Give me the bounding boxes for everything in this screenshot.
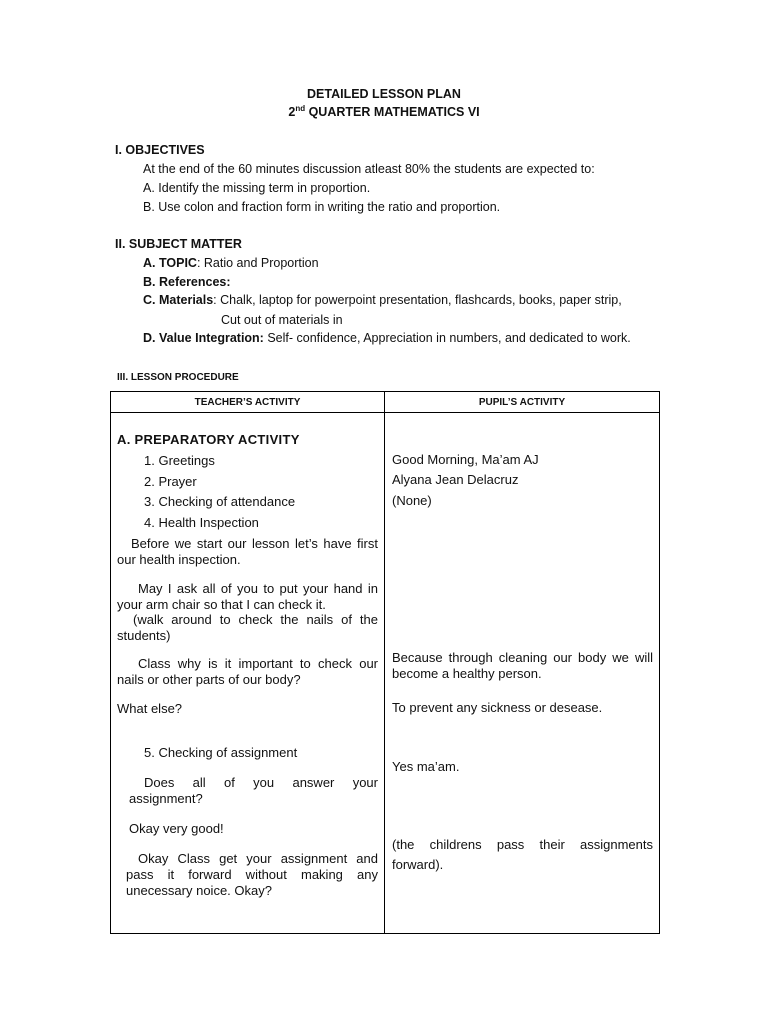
step-checking-assignment: 5. Checking of assignment [144,745,298,760]
document-subtitle: 2nd QUARTER MATHEMATICS VI [288,103,480,119]
teacher-paragraph-8: Okay Class get your assignment and pass it forward without making any unecessary noice. Okay? [126,851,378,898]
pupil-response-3: (None) [392,493,432,508]
pupil-activity-header: PUPIL’S ACTIVITY [385,392,660,413]
materials-line: C. Materials: Chalk, laptop for powerpoint presentation, flashcards, books, paper strip, [143,293,622,307]
teacher-paragraph-4: Class why is it important to check our nails or other parts of our body? [117,656,378,687]
pupil-response-5: To prevent any sickness or desease. [392,700,603,715]
references-line: B. References: [143,275,231,289]
teacher-activity-header: TEACHER’S ACTIVITY [111,392,385,413]
teacher-paragraph-5: What else? [117,701,183,716]
objectives-intro: At the end of the 60 minutes discussion atleast 80% the students are expected to: [143,162,595,176]
pupil-response-7: (the childrens pass their assignments forward). [392,837,653,872]
step-health-inspection: 4. Health Inspection [144,515,259,530]
teacher-paragraph-6: Does all of you answer your assignment? [129,775,378,806]
objectives-heading: I. OBJECTIVES [115,143,205,157]
objective-item-b: B. Use colon and fraction form in writing the ratio and proportion. [143,200,501,214]
pupil-response-6: Yes ma’am. [392,759,460,774]
pupil-response-2: Alyana Jean Delacruz [392,472,519,487]
teacher-paragraph-7: Okay very good! [129,821,224,836]
objective-item-a: A. Identify the missing term in proportion. [143,181,371,195]
table-body-row [111,413,660,934]
subject-matter-heading: II. SUBJECT MATTER [115,237,242,251]
table-header-row [111,392,660,413]
lesson-procedure-table [110,391,660,934]
pupil-activity-cell [385,413,660,934]
value-integration-line: D. Value Integration: Self- confidence, Appreciation in numbers, and dedicated to work. [143,331,631,345]
document-title: DETAILED LESSON PLAN [307,87,461,101]
teacher-paragraph-1: Before we start our lesson let’s have first our health inspection. [117,536,378,567]
step-prayer: 2. Prayer [144,474,197,489]
teacher-activity-cell [111,413,385,934]
teacher-paragraph-3: (walk around to check the nails of the students) [117,612,378,643]
topic-line: A. TOPIC: Ratio and Proportion [143,256,319,270]
pupil-response-4: Because through cleaning our body we will become a healthy person. [392,650,653,681]
step-attendance: 3. Checking of attendance [144,494,296,509]
preparatory-activity-heading: A. PREPARATORY ACTIVITY [117,432,300,447]
materials-continuation: Cut out of materials in [221,313,343,327]
teacher-paragraph-2: May I ask all of you to put your hand in your arm chair so that I can check it. [117,581,378,612]
lesson-procedure-heading: III. LESSON PROCEDURE [117,372,239,383]
step-greetings: 1. Greetings [144,453,215,468]
pupil-response-1: Good Morning, Ma’am AJ [392,452,539,467]
